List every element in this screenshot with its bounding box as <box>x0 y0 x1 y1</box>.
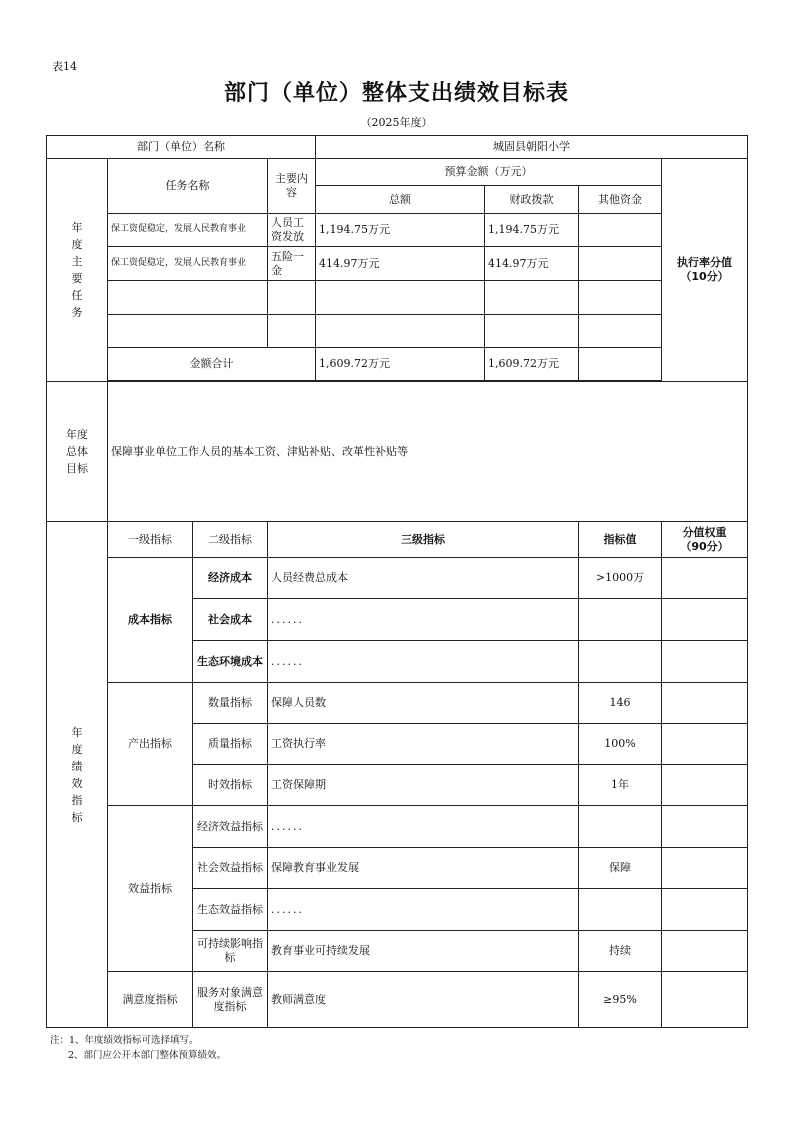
page-title: 部门（单位）整体支出绩效目标表 <box>223 81 569 106</box>
indicator-l2: 生态环境成本 <box>193 641 268 683</box>
level1-header: 一级指标 <box>108 522 193 558</box>
indicator-value: 146 <box>579 683 662 724</box>
performance-target-table <box>46 135 748 1028</box>
tasks-header-row <box>47 159 748 186</box>
goal-text: 保障事业单位工作人员的基本工资、津贴补贴、改革性补贴等 <box>108 382 748 522</box>
task-content <box>268 315 316 348</box>
indicator-l3: 保障人员数 <box>268 683 579 724</box>
task-fiscal: 414.97万元 <box>485 247 579 281</box>
level3-header: 三级指标 <box>268 522 579 558</box>
task-content: 五险一金 <box>268 247 316 281</box>
content-header: 主要内容 <box>268 159 316 214</box>
indicator-l3: ...... <box>268 889 579 931</box>
unit-row <box>47 136 748 159</box>
table-row <box>47 558 748 599</box>
indicator-weight <box>662 806 748 848</box>
indicator-value <box>579 599 662 641</box>
task-total <box>316 315 485 348</box>
sum-total: 1,609.72万元 <box>316 348 485 381</box>
table-row <box>47 806 748 848</box>
table-row <box>47 281 748 315</box>
indicator-weight <box>662 641 748 683</box>
indicator-weight <box>662 765 748 806</box>
total-header: 总额 <box>316 186 485 214</box>
task-fiscal: 1,194.75万元 <box>485 214 579 247</box>
task-fiscal <box>485 281 579 315</box>
indicator-l2: 时效指标 <box>193 765 268 806</box>
indicator-l2: 可持续影响指标 <box>193 931 268 972</box>
unit-label: 部门（单位）名称 <box>47 136 316 159</box>
performance-header-row <box>47 522 748 558</box>
indicator-l3: 工资执行率 <box>268 724 579 765</box>
indicator-value: ≥95% <box>579 972 662 1028</box>
unit-name: 城固县朝阳小学 <box>316 136 748 159</box>
indicator-l3: ...... <box>268 641 579 683</box>
task-name: 保工资促稳定，发展人民教育事业 <box>108 214 268 247</box>
indicator-l3: ...... <box>268 806 579 848</box>
indicator-value: 保障 <box>579 848 662 889</box>
task-name <box>108 281 268 315</box>
indicator-weight <box>662 683 748 724</box>
benefit-indicator-label: 效益指标 <box>108 806 193 972</box>
sum-row <box>47 348 748 381</box>
indicator-l3: 教师满意度 <box>268 972 579 1028</box>
task-other <box>579 247 662 281</box>
table-row <box>47 683 748 724</box>
performance-section-label: 年 度 绩 效 指 标 <box>47 522 108 1028</box>
indicator-weight <box>662 558 748 599</box>
task-total: 1,194.75万元 <box>316 214 485 247</box>
indicator-weight <box>662 599 748 641</box>
indicator-value: 持续 <box>579 931 662 972</box>
indicator-l3: 工资保障期 <box>268 765 579 806</box>
indicator-value <box>579 641 662 683</box>
task-other <box>579 214 662 247</box>
indicator-l2: 数量指标 <box>193 683 268 724</box>
footnote-2: 2、部门应公开本部门整体预算绩效。 <box>68 1050 227 1061</box>
tasks-section-label: 年 度 主 要 任 务 <box>47 159 108 382</box>
task-fiscal <box>485 315 579 348</box>
task-name: 保工资促稳定，发展人民教育事业 <box>108 247 268 281</box>
task-name <box>108 315 268 348</box>
task-name-header: 任务名称 <box>108 159 268 214</box>
sum-label: 金额合计 <box>108 348 316 381</box>
execution-score-label: 执行率分值 （10分） <box>662 159 748 382</box>
fiscal-year: （2025年度） <box>360 116 433 129</box>
value-header: 指标值 <box>579 522 662 558</box>
indicator-weight <box>662 889 748 931</box>
indicator-l2: 经济成本 <box>193 558 268 599</box>
task-total: 414.97万元 <box>316 247 485 281</box>
task-content <box>268 281 316 315</box>
sum-fiscal: 1,609.72万元 <box>485 348 579 381</box>
indicator-l2: 经济效益指标 <box>193 806 268 848</box>
other-header: 其他资金 <box>579 186 662 214</box>
task-content: 人员工资发放 <box>268 214 316 247</box>
indicator-l2: 质量指标 <box>193 724 268 765</box>
output-indicator-label: 产出指标 <box>108 683 193 806</box>
budget-header: 预算金额（万元） <box>316 159 662 186</box>
indicator-weight <box>662 724 748 765</box>
level2-header: 二级指标 <box>193 522 268 558</box>
indicator-l2: 社会效益指标 <box>193 848 268 889</box>
indicator-value: 100% <box>579 724 662 765</box>
indicator-value: 1年 <box>579 765 662 806</box>
table-row <box>47 247 748 281</box>
indicator-weight <box>662 848 748 889</box>
goal-row <box>47 382 748 522</box>
task-other <box>579 281 662 315</box>
footnotes <box>50 1033 226 1063</box>
indicator-l2: 服务对象满意度指标 <box>193 972 268 1028</box>
goal-section-label: 年度 总体 目标 <box>47 382 108 522</box>
indicator-value: >1000万 <box>579 558 662 599</box>
footnote-1: 注：1、年度绩效指标可选择填写。 <box>50 1035 199 1046</box>
task-other <box>579 315 662 348</box>
indicator-weight <box>662 972 748 1028</box>
table-row <box>47 972 748 1028</box>
sum-other <box>579 348 662 381</box>
indicator-value <box>579 806 662 848</box>
table-row <box>47 315 748 348</box>
indicator-l3: 人员经费总成本 <box>268 558 579 599</box>
indicator-l3: 保障教育事业发展 <box>268 848 579 889</box>
task-total <box>316 281 485 315</box>
indicator-l2: 生态效益指标 <box>193 889 268 931</box>
fiscal-header: 财政拨款 <box>485 186 579 214</box>
indicator-value <box>579 889 662 931</box>
weight-header: 分值权重 （90分） <box>662 522 748 558</box>
cost-indicator-label: 成本指标 <box>108 558 193 683</box>
table-row <box>47 214 748 247</box>
indicator-l3: 教育事业可持续发展 <box>268 931 579 972</box>
indicator-weight <box>662 931 748 972</box>
indicator-l3: ...... <box>268 599 579 641</box>
satisfaction-indicator-label: 满意度指标 <box>108 972 193 1028</box>
indicator-l2: 社会成本 <box>193 599 268 641</box>
table-number: 表14 <box>52 60 77 73</box>
